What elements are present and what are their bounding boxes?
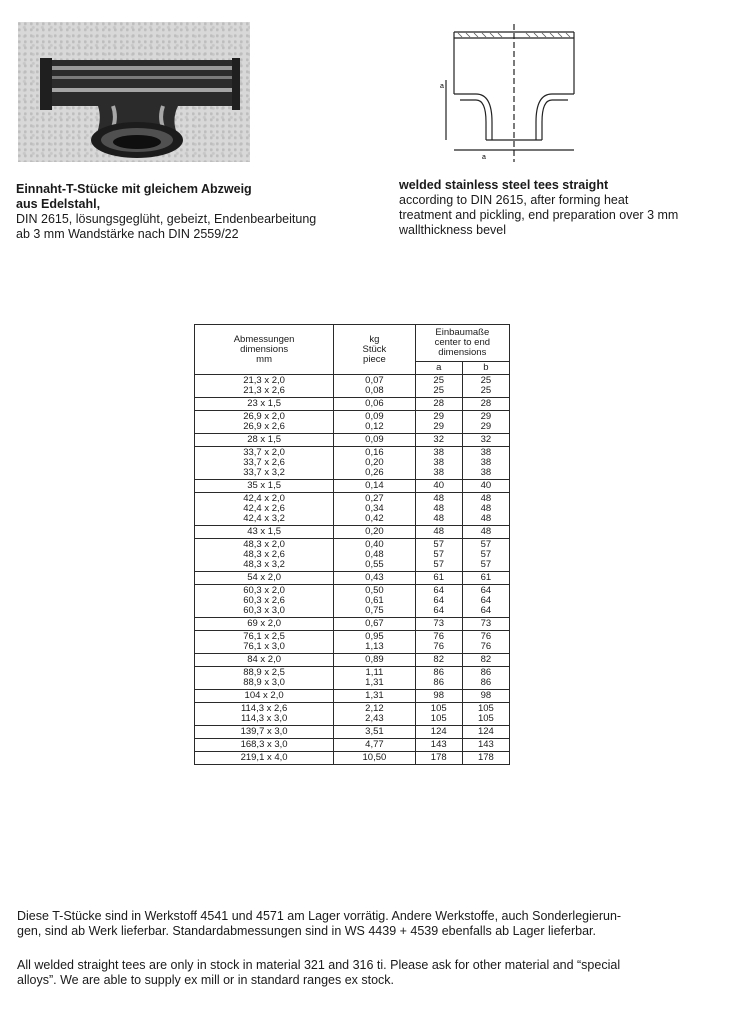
cell-weight-value: 0,95 xyxy=(365,631,384,642)
cell-weight-value: 0,55 xyxy=(365,559,384,570)
cell-a xyxy=(415,752,462,765)
cell-b-value: 28 xyxy=(480,398,492,409)
cell-weight xyxy=(334,585,415,618)
cell-weight xyxy=(334,618,415,631)
cell-a-value: 29 xyxy=(433,421,444,432)
cell-a-value: 29 xyxy=(433,411,444,422)
cell-a-value: 178 xyxy=(430,752,447,763)
cell-weight-value: 0,89 xyxy=(365,654,384,665)
cell-a-value: 86 xyxy=(433,667,444,678)
cell-b-value: 57 xyxy=(480,559,492,570)
cell-weight-value: 10,50 xyxy=(362,752,387,763)
cell-dimensions xyxy=(195,585,334,618)
cell-a xyxy=(415,447,462,480)
cell-dimensions-value: 43 x 1,5 xyxy=(247,526,281,537)
table-row xyxy=(195,447,510,480)
cell-weight-value: 1,31 xyxy=(365,690,384,701)
cell-weight-value: 0,16 xyxy=(365,447,384,458)
cell-b xyxy=(462,572,509,585)
cell-b-value: 76 xyxy=(480,641,492,652)
cell-a-value: 48 xyxy=(433,513,444,524)
cell-b-value: 40 xyxy=(480,480,492,491)
cell-weight xyxy=(334,667,415,690)
cell-b-value: 38 xyxy=(480,467,492,478)
cell-b-value: 105 xyxy=(477,713,494,724)
cell-weight xyxy=(334,739,415,752)
drawing-label-b: a xyxy=(482,154,486,161)
cell-b-value: 48 xyxy=(480,493,492,504)
caption-en-title: welded stainless steel tees straight xyxy=(399,178,609,192)
cell-dimensions xyxy=(195,447,334,480)
caption-en-line-2: according to DIN 2615, after forming heat xyxy=(399,193,629,207)
table-row xyxy=(195,480,510,493)
cell-a-value: 105 xyxy=(430,713,447,724)
cell-weight xyxy=(334,375,415,398)
cell-b-value: 38 xyxy=(480,457,492,468)
cell-dimensions-value: 219,1 x 4,0 xyxy=(240,752,288,763)
cell-a-value: 48 xyxy=(433,493,444,504)
cell-a-value: 25 xyxy=(433,385,444,396)
cell-b xyxy=(462,411,509,434)
cell-b xyxy=(462,375,509,398)
cell-b xyxy=(462,752,509,765)
table-row xyxy=(195,618,510,631)
table-row xyxy=(195,654,510,667)
technical-drawing xyxy=(432,22,582,164)
cell-b-value: 143 xyxy=(477,739,494,750)
table-row xyxy=(195,690,510,703)
cell-a xyxy=(415,739,462,752)
cell-a-value: 143 xyxy=(430,739,447,750)
footer-en-line-1: All welded straight tees are only in stock in material 321 and 316 ti. Please ask for other material and “special xyxy=(17,958,621,972)
table-row xyxy=(195,398,510,411)
cell-weight-value: 0,67 xyxy=(365,618,384,629)
cell-dimensions-value: 33,7 x 2,6 xyxy=(243,457,285,468)
cell-dimensions-value: 88,9 x 3,0 xyxy=(243,677,285,688)
cell-dimensions-value: 33,7 x 3,2 xyxy=(243,467,285,478)
cell-a xyxy=(415,690,462,703)
cell-b xyxy=(462,539,509,572)
header-center-to-end: Einbaumaße center to end dimensions xyxy=(415,325,509,362)
cell-weight-value: 0,75 xyxy=(365,605,384,616)
cell-dimensions xyxy=(195,434,334,447)
cell-weight-value: 0,12 xyxy=(365,421,384,432)
table-body xyxy=(195,375,510,765)
cell-weight-value: 0,09 xyxy=(365,434,384,445)
cell-b xyxy=(462,434,509,447)
cell-a-value: 57 xyxy=(433,539,444,550)
cell-weight-value: 0,09 xyxy=(365,411,384,422)
cell-weight xyxy=(334,726,415,739)
cell-a xyxy=(415,618,462,631)
cell-a-value: 64 xyxy=(433,585,444,596)
cell-a-value: 105 xyxy=(430,703,447,714)
cell-a-value: 38 xyxy=(433,467,444,478)
cell-b xyxy=(462,447,509,480)
cell-b xyxy=(462,398,509,411)
table-row xyxy=(195,703,510,726)
table-row xyxy=(195,752,510,765)
cell-dimensions-value: 114,3 x 3,0 xyxy=(240,713,288,724)
drawing-label-a: a xyxy=(440,83,444,90)
cell-a xyxy=(415,398,462,411)
cell-dimensions xyxy=(195,398,334,411)
cell-a-value: 40 xyxy=(433,480,444,491)
footer-de-line-1: Diese T-Stücke sind in Werkstoff 4541 und 4571 am Lager vorrätig. Andere Werkstoffe, auch Sonderlegierun- xyxy=(17,909,622,923)
cell-dimensions xyxy=(195,739,334,752)
cell-weight-value: 0,43 xyxy=(365,572,384,583)
cell-b-value: 57 xyxy=(480,539,492,550)
cell-a-value: 76 xyxy=(433,641,444,652)
cell-a-value: 61 xyxy=(433,572,444,583)
cell-dimensions-value: 60,3 x 3,0 xyxy=(243,605,285,616)
cell-weight-value: 1,31 xyxy=(365,677,384,688)
cell-b-value: 178 xyxy=(477,752,494,763)
table-row xyxy=(195,726,510,739)
cell-dimensions-value: 84 x 2,0 xyxy=(247,654,281,665)
cell-a-value: 28 xyxy=(433,398,444,409)
cell-dimensions xyxy=(195,726,334,739)
cell-a-value: 32 xyxy=(433,434,444,445)
header-dimensions: Abmessungen dimensions mm xyxy=(195,325,334,375)
cell-b xyxy=(462,631,509,654)
header-weight: kg Stück piece xyxy=(334,325,415,375)
cell-weight-value: 0,40 xyxy=(365,539,384,550)
cell-dimensions xyxy=(195,618,334,631)
cell-weight xyxy=(334,434,415,447)
footer-note-german xyxy=(17,909,717,939)
header-b: b xyxy=(462,362,509,375)
cell-dimensions-value: 60,3 x 2,6 xyxy=(243,595,285,606)
cell-a-value: 48 xyxy=(433,526,444,537)
cell-b xyxy=(462,654,509,667)
cell-weight-value: 1,13 xyxy=(365,641,384,652)
cell-weight-value: 1,11 xyxy=(365,667,384,678)
cell-a-value: 98 xyxy=(433,690,444,701)
cell-weight-value: 3,51 xyxy=(365,726,384,737)
cell-dimensions xyxy=(195,539,334,572)
cell-weight xyxy=(334,654,415,667)
cell-a xyxy=(415,703,462,726)
cell-b-value: 105 xyxy=(477,703,494,714)
cell-b xyxy=(462,480,509,493)
header-a: a xyxy=(415,362,462,375)
cell-dimensions xyxy=(195,690,334,703)
cell-b-value: 48 xyxy=(480,503,492,514)
cell-b xyxy=(462,739,509,752)
table-row xyxy=(195,375,510,398)
cell-dimensions xyxy=(195,703,334,726)
cell-dimensions-value: 35 x 1,5 xyxy=(247,480,281,491)
cell-dimensions xyxy=(195,631,334,654)
cell-b-value: 64 xyxy=(480,595,492,606)
cell-dimensions-value: 76,1 x 2,5 xyxy=(243,631,285,642)
caption-en-line-4: wallthickness bevel xyxy=(399,223,506,237)
table-row xyxy=(195,585,510,618)
cell-weight-value: 0,34 xyxy=(365,503,384,514)
cell-a xyxy=(415,539,462,572)
table-row xyxy=(195,739,510,752)
cell-dimensions xyxy=(195,375,334,398)
cell-weight xyxy=(334,539,415,572)
cell-b-value: 98 xyxy=(480,690,492,701)
cell-weight-value: 2,12 xyxy=(365,703,384,714)
cell-dimensions-value: 48,3 x 2,6 xyxy=(243,549,285,560)
cell-dimensions xyxy=(195,667,334,690)
cell-a-value: 86 xyxy=(433,677,444,688)
cell-b-value: 73 xyxy=(480,618,492,629)
cell-b-value: 29 xyxy=(480,421,492,432)
cell-dimensions-value: 21,3 x 2,0 xyxy=(243,375,285,386)
product-photo xyxy=(18,22,250,162)
cell-a-value: 38 xyxy=(433,447,444,458)
cell-dimensions xyxy=(195,654,334,667)
cell-b xyxy=(462,618,509,631)
cell-b-value: 48 xyxy=(480,526,492,537)
caption-german xyxy=(16,182,386,242)
tee-photo-image xyxy=(18,22,250,162)
cell-b-value: 29 xyxy=(480,411,492,422)
caption-english xyxy=(399,178,719,238)
cell-a-value: 124 xyxy=(430,726,447,737)
cell-a-value: 57 xyxy=(433,559,444,570)
cell-dimensions-value: 48,3 x 2,0 xyxy=(243,539,285,550)
cell-b-value: 86 xyxy=(480,677,492,688)
cell-dimensions-value: 42,4 x 2,6 xyxy=(243,503,285,514)
cell-a-value: 57 xyxy=(433,549,444,560)
caption-de-line-4: ab 3 mm Wandstärke nach DIN 2559/22 xyxy=(16,227,239,241)
cell-weight-value: 0,20 xyxy=(365,457,384,468)
caption-en-line-3: treatment and pickling, end preparation over 3 mm xyxy=(399,208,679,222)
table-row xyxy=(195,493,510,526)
cell-dimensions-value: 21,3 x 2,6 xyxy=(243,385,285,396)
cell-b-value: 48 xyxy=(480,513,492,524)
cell-b-value: 82 xyxy=(480,654,492,665)
cell-weight xyxy=(334,480,415,493)
cell-weight-value: 0,20 xyxy=(365,526,384,537)
cell-weight-value: 0,14 xyxy=(365,480,384,491)
cell-a-value: 76 xyxy=(433,631,444,642)
cell-b-value: 86 xyxy=(480,667,492,678)
cell-weight-value: 0,48 xyxy=(365,549,384,560)
cell-b-value: 32 xyxy=(480,434,492,445)
cell-weight-value: 0,27 xyxy=(365,493,384,504)
cell-dimensions-value: 88,9 x 2,5 xyxy=(243,667,285,678)
cell-dimensions-value: 48,3 x 3,2 xyxy=(243,559,285,570)
cell-b-value: 57 xyxy=(480,549,492,560)
cell-dimensions xyxy=(195,752,334,765)
cell-dimensions xyxy=(195,411,334,434)
cell-a xyxy=(415,726,462,739)
cell-dimensions-value: 26,9 x 2,0 xyxy=(243,411,285,422)
footer-en-line-2: alloys”. We are able to supply ex mill or in standard ranges ex stock. xyxy=(17,973,395,987)
cell-weight-value: 0,61 xyxy=(365,595,384,606)
table-row xyxy=(195,572,510,585)
cell-a xyxy=(415,526,462,539)
cell-a xyxy=(415,585,462,618)
cell-a-value: 48 xyxy=(433,503,444,514)
caption-de-title-2: aus Edelstahl, xyxy=(16,197,101,211)
cell-dimensions xyxy=(195,480,334,493)
dimensions-table xyxy=(194,324,510,765)
table-row xyxy=(195,411,510,434)
cell-a-value: 38 xyxy=(433,457,444,468)
cell-a-value: 82 xyxy=(433,654,444,665)
cell-weight-value: 0,50 xyxy=(365,585,384,596)
cell-b-value: 25 xyxy=(480,375,492,386)
cell-b xyxy=(462,690,509,703)
caption-de-title-1: Einnaht-T-Stücke mit gleichem Abzweig xyxy=(16,182,252,196)
cell-weight xyxy=(334,690,415,703)
cell-b-value: 25 xyxy=(480,385,492,396)
table-row xyxy=(195,667,510,690)
cell-a xyxy=(415,667,462,690)
cell-weight xyxy=(334,703,415,726)
footer-de-line-2: gen, sind ab Werk lieferbar. Standardabmessungen sind in WS 4439 + 4539 ebenfalls ab Lager lieferbar. xyxy=(17,924,596,938)
cell-b-value: 38 xyxy=(480,447,492,458)
cell-b-value: 64 xyxy=(480,585,492,596)
cell-dimensions-value: 69 x 2,0 xyxy=(247,618,281,629)
cell-weight xyxy=(334,447,415,480)
cell-b-value: 61 xyxy=(480,572,492,583)
table-row xyxy=(195,631,510,654)
cell-b xyxy=(462,667,509,690)
cell-b xyxy=(462,726,509,739)
cell-a xyxy=(415,375,462,398)
cell-dimensions-value: 42,4 x 3,2 xyxy=(243,513,285,524)
cell-a xyxy=(415,572,462,585)
cell-weight xyxy=(334,631,415,654)
cell-weight xyxy=(334,572,415,585)
cell-dimensions-value: 42,4 x 2,0 xyxy=(243,493,285,504)
table-row xyxy=(195,526,510,539)
cell-a xyxy=(415,480,462,493)
cell-a xyxy=(415,654,462,667)
cell-dimensions xyxy=(195,493,334,526)
footer-note-english xyxy=(17,958,717,988)
cell-dimensions-value: 33,7 x 2,0 xyxy=(243,447,285,458)
cell-dimensions xyxy=(195,572,334,585)
cell-b xyxy=(462,585,509,618)
cell-b-value: 76 xyxy=(480,631,492,642)
cell-dimensions-value: 26,9 x 2,6 xyxy=(243,421,285,432)
cell-dimensions-value: 54 x 2,0 xyxy=(247,572,281,583)
cell-weight-value: 0,26 xyxy=(365,467,384,478)
cell-weight-value: 0,42 xyxy=(365,513,384,524)
cell-weight-value: 0,08 xyxy=(365,385,384,396)
cell-weight-value: 2,43 xyxy=(365,713,384,724)
cell-weight-value: 0,06 xyxy=(365,398,384,409)
cell-dimensions-value: 114,3 x 2,6 xyxy=(240,703,288,714)
cell-b-value: 64 xyxy=(480,605,492,616)
cell-b xyxy=(462,493,509,526)
cell-a-value: 73 xyxy=(433,618,444,629)
cell-a xyxy=(415,631,462,654)
cell-dimensions-value: 139,7 x 3,0 xyxy=(240,726,288,737)
cell-dimensions-value: 168,3 x 3,0 xyxy=(240,739,288,750)
cell-a xyxy=(415,411,462,434)
cell-dimensions-value: 60,3 x 2,0 xyxy=(243,585,285,596)
cell-a-value: 25 xyxy=(433,375,444,386)
cell-b xyxy=(462,703,509,726)
cell-weight xyxy=(334,526,415,539)
cell-dimensions xyxy=(195,526,334,539)
cell-weight-value: 4,77 xyxy=(365,739,384,750)
cell-weight xyxy=(334,411,415,434)
cell-dimensions-value: 23 x 1,5 xyxy=(247,398,281,409)
cell-weight xyxy=(334,398,415,411)
cell-weight xyxy=(334,752,415,765)
caption-de-line-3: DIN 2615, lösungsgeglüht, gebeizt, Endenbearbeitung xyxy=(16,212,317,226)
table-row xyxy=(195,539,510,572)
cell-b xyxy=(462,526,509,539)
cell-b-value: 124 xyxy=(477,726,494,737)
cell-a-value: 64 xyxy=(433,595,444,606)
cell-weight-value: 0,07 xyxy=(365,375,384,386)
cell-a xyxy=(415,434,462,447)
tee-drawing xyxy=(432,22,582,164)
table-row xyxy=(195,434,510,447)
cell-weight xyxy=(334,493,415,526)
cell-dimensions-value: 76,1 x 3,0 xyxy=(243,641,285,652)
cell-dimensions-value: 104 x 2,0 xyxy=(244,690,284,701)
cell-dimensions-value: 28 x 1,5 xyxy=(247,434,281,445)
cell-a xyxy=(415,493,462,526)
cell-a-value: 64 xyxy=(433,605,444,616)
